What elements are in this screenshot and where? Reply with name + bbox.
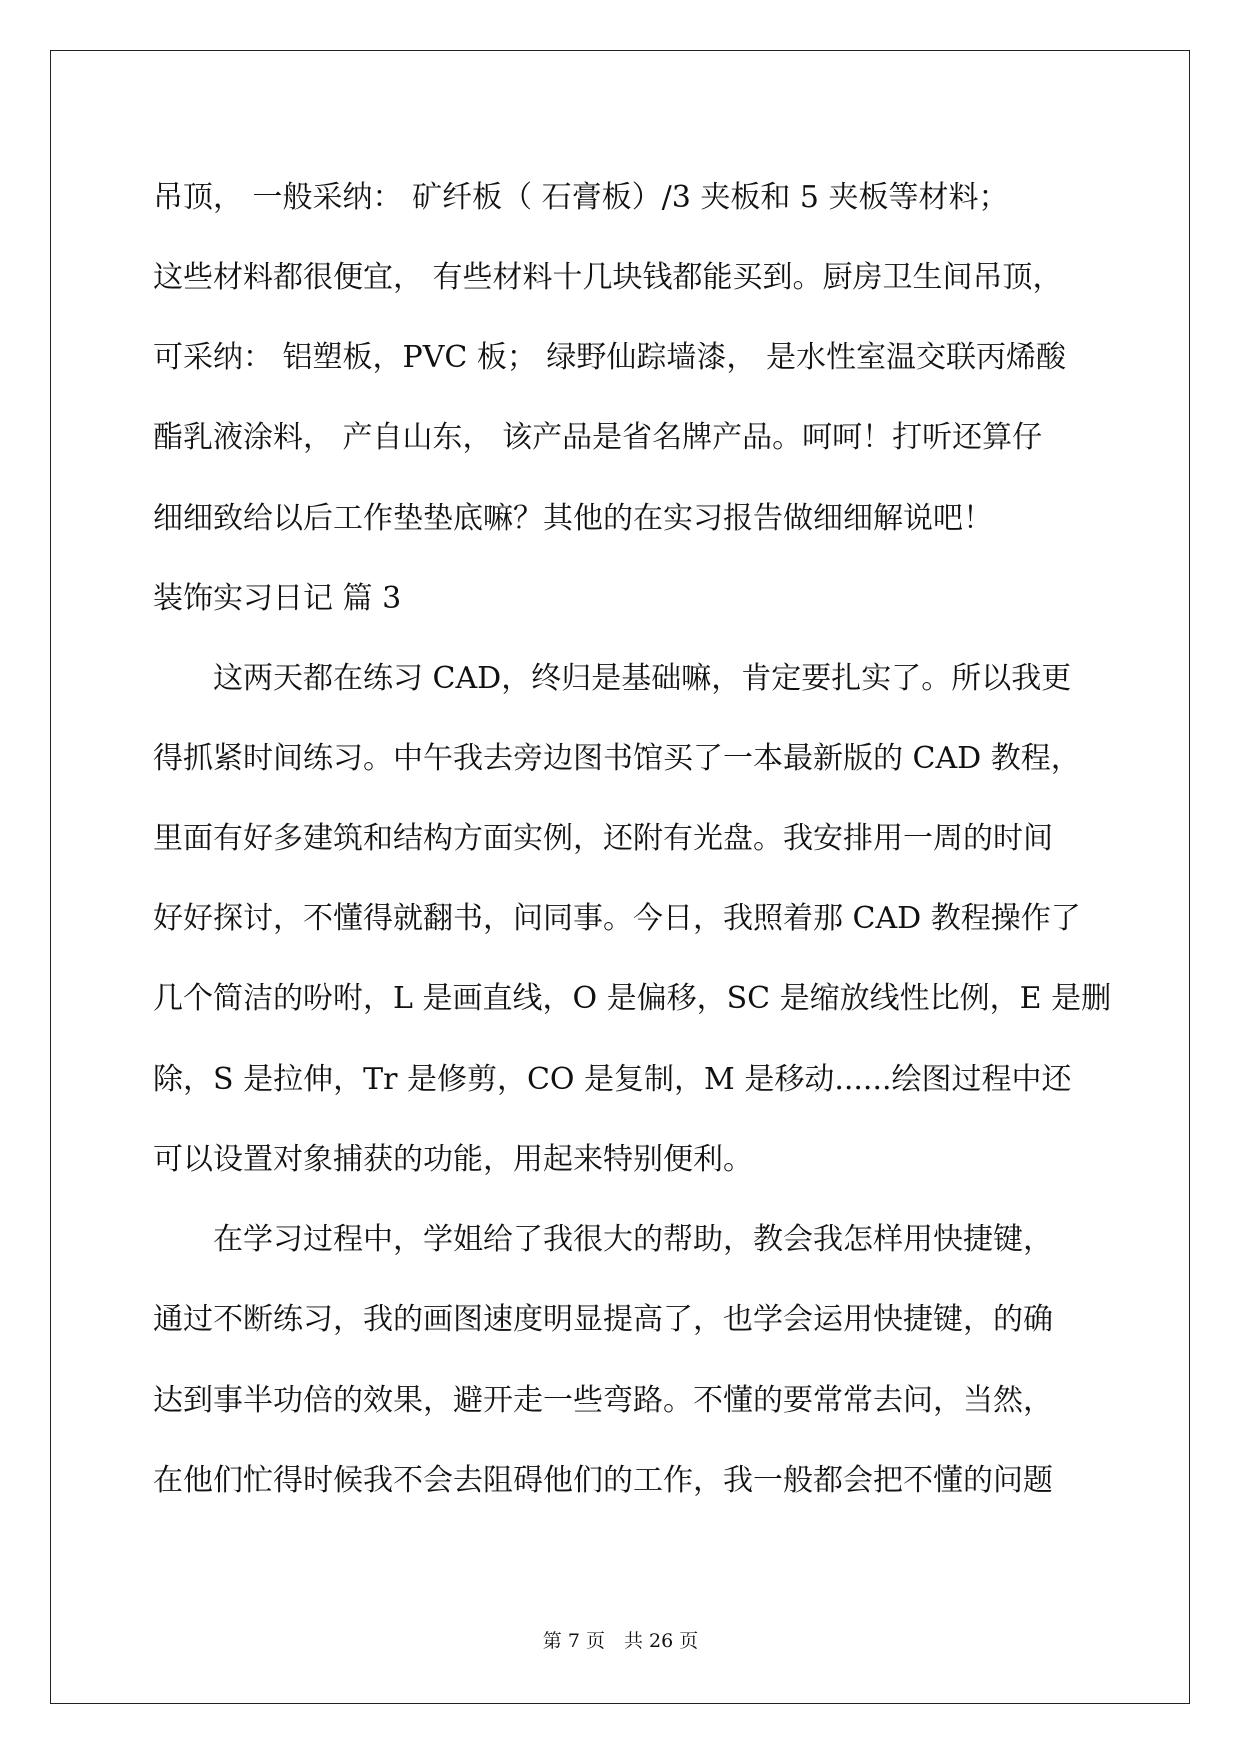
body-line-14: 在学习过程中，学姐给了我很大的帮助，教会我怎样用快捷键， xyxy=(153,1222,1053,1257)
body-line-7: 这两天都在练习 CAD，终归是基础嘛，肯定要扎实了。所以我更 xyxy=(153,661,1072,696)
body-line-11: 几个简洁的吩咐，L 是画直线，O 是偏移，SC 是缩放线性比例，E 是删 xyxy=(153,981,1112,1016)
body-line-8: 得抓紧时间练习。中午我去旁边图书馆买了一本最新版的 CAD 教程， xyxy=(153,741,1081,776)
section-heading: 装饰实习日记 篇 3 xyxy=(153,581,402,616)
body-line-5: 细细致给以后工作垫垫底嘛？其他的在实习报告做细细解说吧！ xyxy=(153,501,993,536)
body-line-17: 在他们忙得时候我不会去阻碍他们的工作，我一般都会把不懂的问题 xyxy=(153,1463,1053,1498)
body-line-4: 酯乳液涂料， 产自山东， 该产品是省名牌产品。呵呵！打听还算仔 xyxy=(153,420,1043,455)
body-line-10: 好好探讨，不懂得就翻书，问同事。今日，我照着那 CAD 教程操作了 xyxy=(153,901,1081,936)
body-line-9: 里面有好多建筑和结构方面实例，还附有光盘。我安排用一周的时间 xyxy=(153,821,1053,856)
body-line-3: 可采纳： 铝塑板，PVC 板； 绿野仙踪墙漆， 是水性室温交联丙烯酸 xyxy=(153,340,1066,375)
body-line-2: 这些材料都很便宜， 有些材料十几块钱都能买到。厨房卫生间吊顶， xyxy=(153,260,1063,295)
body-line-13: 可以设置对象捕获的功能，用起来特别便利。 xyxy=(153,1142,753,1177)
page-footer: 第 7 页 共 26 页 xyxy=(542,1630,699,1652)
body-line-16: 达到事半功倍的效果，避开走一些弯路。不懂的要常常去问，当然， xyxy=(153,1383,1053,1418)
body-line-12: 除，S 是拉伸，Tr 是修剪，CO 是复制，M 是移动......绘图过程中还 xyxy=(153,1062,1072,1097)
body-line-1: 吊顶， 一般采纳： 矿纤板（ 石膏板）/3 夹板和 5 夹板等材料； xyxy=(153,180,1009,215)
body-line-15: 通过不断练习，我的画图速度明显提高了，也学会运用快捷键，的确 xyxy=(153,1302,1053,1337)
